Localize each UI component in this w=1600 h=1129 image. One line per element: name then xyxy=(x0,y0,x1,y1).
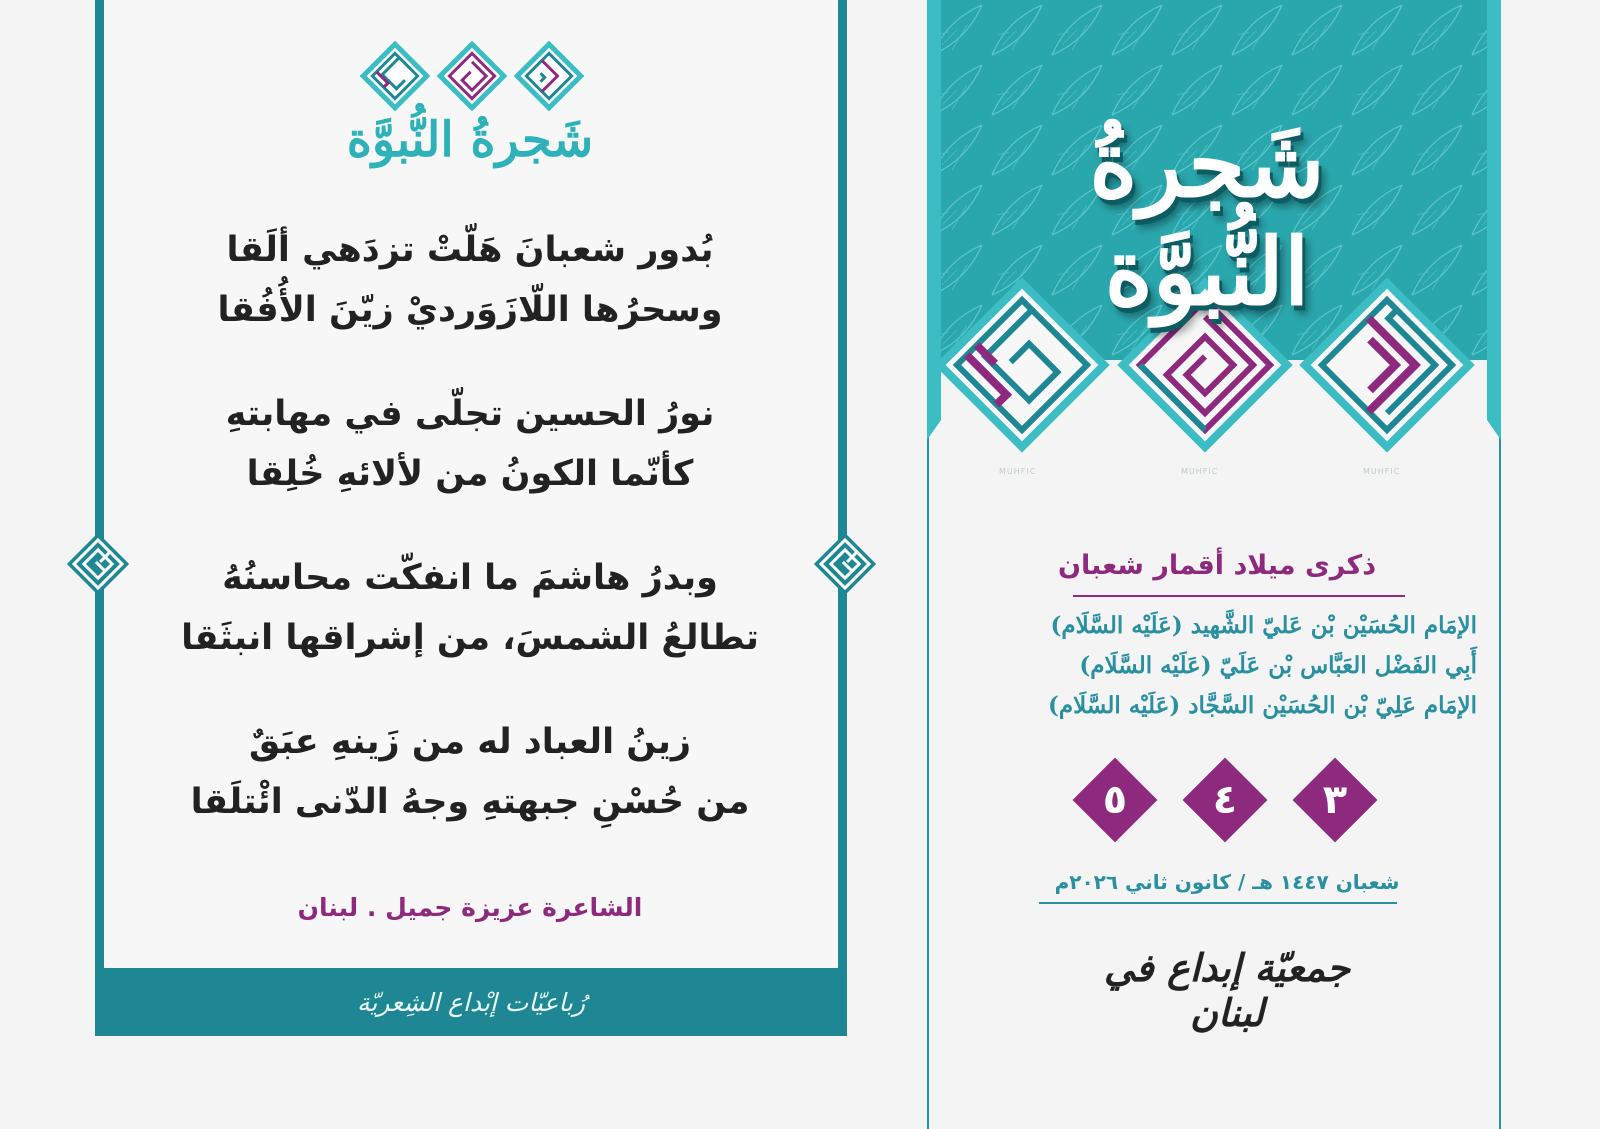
poem-line: نورُ الحسين تجلّى في مهابتهِ xyxy=(225,394,715,434)
poem-line: من حُسْنِ جبهتهِ وجهُ الدّنى ائْتلَقا xyxy=(190,782,750,822)
imam-name: أَبِي الفَضْل العَبَّاس بْن عَلَيّ (عَلَيْه السَّلَام) xyxy=(1079,652,1477,679)
imam-name: الإمَام الحُسَيْن بْن عَليّ الشَّهيد (عَلَيْه السَّلَام) xyxy=(1050,612,1477,639)
stanza xyxy=(140,548,800,668)
date-underline xyxy=(1039,902,1397,904)
poem xyxy=(140,220,800,876)
day-badge xyxy=(1180,755,1270,845)
poem-line: وبدرُ هاشمَ ما انفكّت محاسنُهُ xyxy=(222,558,718,598)
series-footer: رُباعيّات إبْداع الشِعريّة xyxy=(356,987,586,1017)
day-number: ٣ xyxy=(1322,777,1348,823)
occasion-underline xyxy=(1073,595,1405,597)
stanza xyxy=(140,220,800,340)
occasion-card xyxy=(927,0,1501,1129)
imam-name: الإمَام عَلِيّ بْن الحُسَيْن السَّجَّاد (عَلَيْه السَّلَام) xyxy=(1047,692,1477,719)
poem-series-title: شَجرةُ النُّبوَّة xyxy=(346,112,594,168)
kufic-diamonds-small xyxy=(357,38,587,114)
banner-title: شَجرةُ النُّبوَّة xyxy=(1089,110,1325,326)
poem-line: تطالعُ الشمسَ، من إشراقها انبثَقا xyxy=(181,618,759,658)
card-border-left xyxy=(927,420,929,1129)
stanza xyxy=(140,712,800,832)
card-border-right xyxy=(1499,420,1501,1129)
watermark: MUHFIC xyxy=(999,467,1037,476)
day-number: ٥ xyxy=(1102,777,1128,823)
date-line: شعبان ١٤٤٧ هـ / كانون ثاني ٢٠٢٦م xyxy=(1054,870,1400,894)
poet-credit: الشاعرة عزيزة جميل . لبنان xyxy=(297,893,643,922)
day-badge xyxy=(1290,755,1380,845)
kufic-ornament-right xyxy=(809,528,881,600)
poem-line: بُدور شعبانَ هَلّتْ تزدَهي ألَقا xyxy=(226,230,714,270)
stanza xyxy=(140,384,800,504)
poem-line: وسحرُها اللّازَوَرديْ زيّنَ الأُفُقا xyxy=(217,290,723,330)
imams-list xyxy=(977,606,1477,726)
occasion-title: ذكرى ميلاد أقمار شعبان xyxy=(1057,550,1377,581)
day-number: ٤ xyxy=(1212,777,1238,823)
kufic-ornament-left xyxy=(62,528,134,600)
organization-logo: جمعيّة إبداع في لبنان xyxy=(1103,945,1351,1035)
poem-line: زينُ العباد له من زَينهِ عبَقٌ xyxy=(248,722,692,762)
watermark: MUHFIC xyxy=(1363,467,1401,476)
day-badge xyxy=(1070,755,1160,845)
day-badges xyxy=(1070,755,1380,845)
watermark: MUHFIC xyxy=(1181,467,1219,476)
poem-line: كأنّما الكونُ من لألائهِ خُلِقا xyxy=(246,454,694,494)
